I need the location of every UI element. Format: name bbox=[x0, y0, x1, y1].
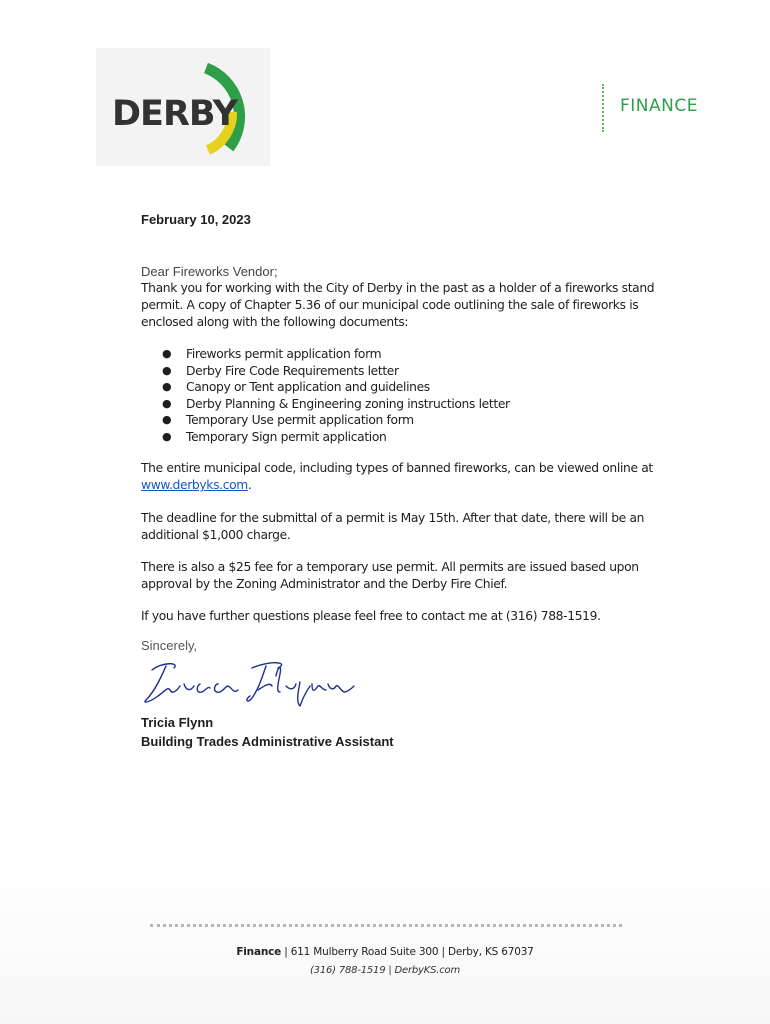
footer-department: Finance bbox=[236, 946, 282, 958]
footer-phone: (316) 788-1519 bbox=[309, 965, 386, 976]
bullet-icon: ● bbox=[162, 363, 172, 377]
list-item-text: Temporary Use permit application form bbox=[186, 413, 414, 427]
list-item bbox=[160, 379, 510, 396]
bullet-icon: ● bbox=[162, 413, 172, 426]
letterhead-divider bbox=[602, 84, 604, 132]
intro-paragraph: Thank you for working with the City of Derby in the past as a holder of a fireworks stand permit. A copy of Chapter 5.36 of our municipal code outlining the sale of fireworks is enclosed along with the following documents: bbox=[141, 281, 655, 329]
letter-date: February 10, 2023 bbox=[141, 212, 251, 227]
bullet-icon: ● bbox=[162, 429, 172, 443]
list-item-text: Derby Fire Code Requirements letter bbox=[186, 363, 399, 378]
logo-wordmark: DERBY bbox=[112, 94, 238, 134]
signature bbox=[140, 656, 360, 712]
bullet-icon: ● bbox=[162, 347, 172, 360]
list-item bbox=[160, 429, 510, 446]
department-name: FINANCE bbox=[620, 96, 698, 116]
footer-website[interactable]: DerbyKS.com bbox=[394, 965, 461, 976]
documents-list bbox=[160, 346, 510, 445]
footer-contact-line bbox=[0, 965, 770, 976]
list-item-text: Fireworks permit application form bbox=[186, 347, 382, 361]
footer-separator: | bbox=[388, 965, 392, 976]
footer-separator: | bbox=[284, 946, 288, 958]
list-item bbox=[160, 346, 510, 363]
contact-paragraph: If you have further questions please feel free to contact me at (316) 788-1519. bbox=[141, 609, 601, 623]
footer-city: Derby, KS 67037 bbox=[447, 946, 534, 958]
footer-background bbox=[0, 860, 770, 1024]
salutation: Dear Fireworks Vendor; bbox=[141, 264, 278, 279]
derby-logo bbox=[96, 48, 270, 166]
signer-title: Building Trades Administrative Assistant bbox=[141, 734, 394, 749]
list-item bbox=[160, 363, 510, 380]
bullet-icon: ● bbox=[162, 380, 172, 393]
footer-divider bbox=[150, 924, 622, 927]
fee-paragraph: There is also a $25 fee for a temporary use permit. All permits are issued based upon approval by the Zoning Administrator and the Derby Fire Chief. bbox=[141, 560, 639, 591]
signer-name: Tricia Flynn bbox=[141, 715, 214, 730]
closing: Sincerely, bbox=[141, 638, 198, 653]
website-link[interactable]: www.derbyks.com bbox=[141, 478, 248, 492]
municipal-code-paragraph bbox=[141, 460, 671, 494]
list-item bbox=[160, 396, 510, 413]
deadline-paragraph: The deadline for the submittal of a permit is May 15th. After that date, there will be an additional $1,000 charge. bbox=[141, 511, 645, 542]
municipal-code-text: The entire municipal code, including types of banned fireworks, can be viewed online at bbox=[141, 461, 653, 475]
bullet-icon: ● bbox=[162, 396, 172, 410]
list-item bbox=[160, 412, 510, 429]
list-item-text: Derby Planning & Engineering zoning instructions letter bbox=[186, 396, 510, 411]
list-item-text: Temporary Sign permit application bbox=[186, 429, 387, 444]
footer-address-line bbox=[0, 946, 770, 958]
list-item-text: Canopy or Tent application and guidelines bbox=[186, 380, 430, 394]
municipal-code-tail: . bbox=[247, 478, 252, 492]
footer-separator: | bbox=[441, 946, 445, 958]
footer-street: 611 Mulberry Road Suite 300 bbox=[290, 946, 439, 958]
